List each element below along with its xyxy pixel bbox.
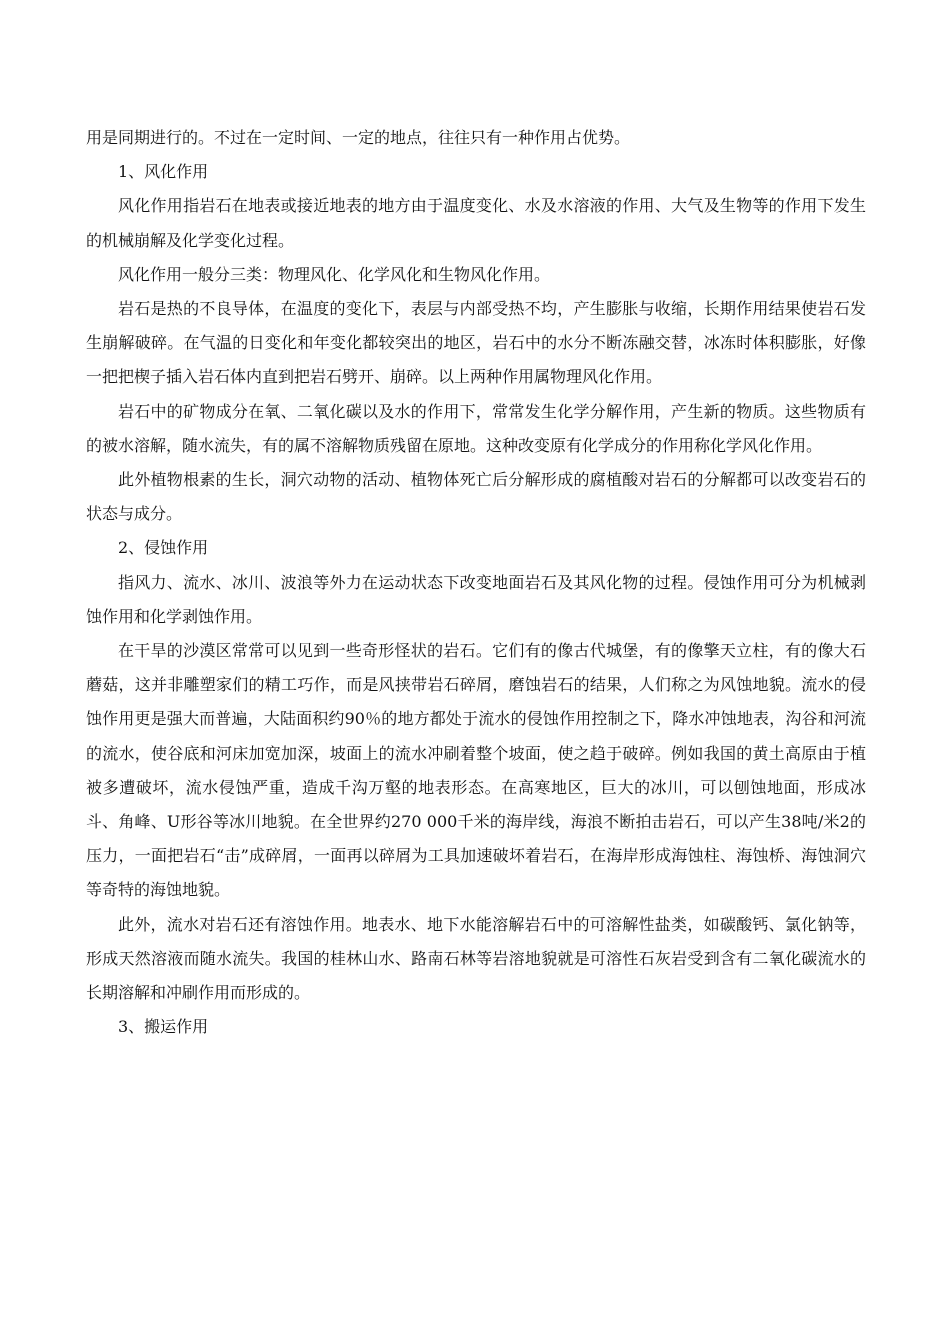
section-heading-weathering: 1、风化作用	[118, 162, 209, 182]
paragraph-erosion-definition: 指风力、流水、冰川、波浪等外力在运动状态下改变地面岩石及其风化物的过程。侵蚀作用可分为机械剥蚀作用和化学剥蚀作用。	[86, 572, 866, 626]
paragraph-weathering-definition: 风化作用指岩石在地表或接近地表的地方由于温度变化、水及水溶液的作用、大气及生物等的作用下发生的机械崩解及化学变化过程。	[86, 196, 866, 250]
section-heading-erosion: 2、侵蚀作用	[118, 538, 209, 558]
paragraph-chemical-weathering: 岩石中的矿物成分在氧、二氧化碳以及水的作用下，常常发生化学分解作用，产生新的物质。这些物质有的被水溶解，随水流失，有的属不溶解物质残留在原地。这种改变原有化学成分的作用称化学风化作用。	[86, 401, 866, 455]
body-text	[86, 121, 866, 1044]
section-heading-transport: 3、搬运作用	[118, 1017, 209, 1037]
paragraph-continuation: 用是同期进行的。不过在一定时间、一定的地点，往往只有一种作用占优势。	[86, 128, 631, 147]
paragraph-dissolution: 此外，流水对岩石还有溶蚀作用。地表水、地下水能溶解岩石中的可溶解性盐类，如碳酸钙、氯化钠等，形成天然溶液而随水流失。我国的桂林山水、路南石林等岩溶地貌就是可溶性石灰岩受到含有二氧化碳流水的长期溶解和冲刷作用而形成的。	[86, 914, 866, 1003]
paragraph-biological-weathering: 此外植物根素的生长，洞穴动物的活动、植物体死亡后分解形成的腐植酸对岩石的分解都可以改变岩石的状态与成分。	[86, 470, 866, 524]
paragraph-weathering-types: 风化作用一般分三类：物理风化、化学风化和生物风化作用。	[118, 264, 551, 284]
paragraph-physical-weathering: 岩石是热的不良导体，在温度的变化下，表层与内部受热不均，产生膨胀与收缩，长期作用结果使岩石发生崩解破碎。在气温的日变化和年变化都较突出的地区，岩石中的水分不断冻融交替，冰冻时体积膨胀，好像一把把楔子插入岩石体内直到把岩石劈开、崩碎。以上两种作用属物理风化作用。	[86, 299, 866, 387]
paragraph-erosion-examples: 在干旱的沙漠区常常可以见到一些奇形怪状的岩石。它们有的像古代城堡，有的像擎天立柱，有的像大石蘑菇，这并非雕塑家们的精工巧作，而是风挟带岩石碎屑，磨蚀岩石的结果，人们称之为风蚀地貌。流水的侵蚀作用更是强大而普遍，大陆面积约90％的地方都处于流水的侵蚀作用控制之下，降水冲蚀地表，沟谷和河流的流水，使谷底和河床加宽加深，坡面上的流水冲刷着整个坡面，使之趋于破碎。例如我国的黄土高原由于植被多遭破坏，流水侵蚀严重，造成千沟万壑的地表形态。在高寒地区，巨大的冰川，可以刨蚀地面，形成冰斗、角峰、U形谷等冰川地貌。在全世界约270 000千米的海岸线，海浪不断拍击岩石，可以产生38吨/米2的压力，一面把岩石“击”成碎屑，一面再以碎屑为工具加速破坏着岩石，在海岸形成海蚀柱、海蚀桥、海蚀洞穴等奇特的海蚀地貌。	[86, 641, 866, 900]
